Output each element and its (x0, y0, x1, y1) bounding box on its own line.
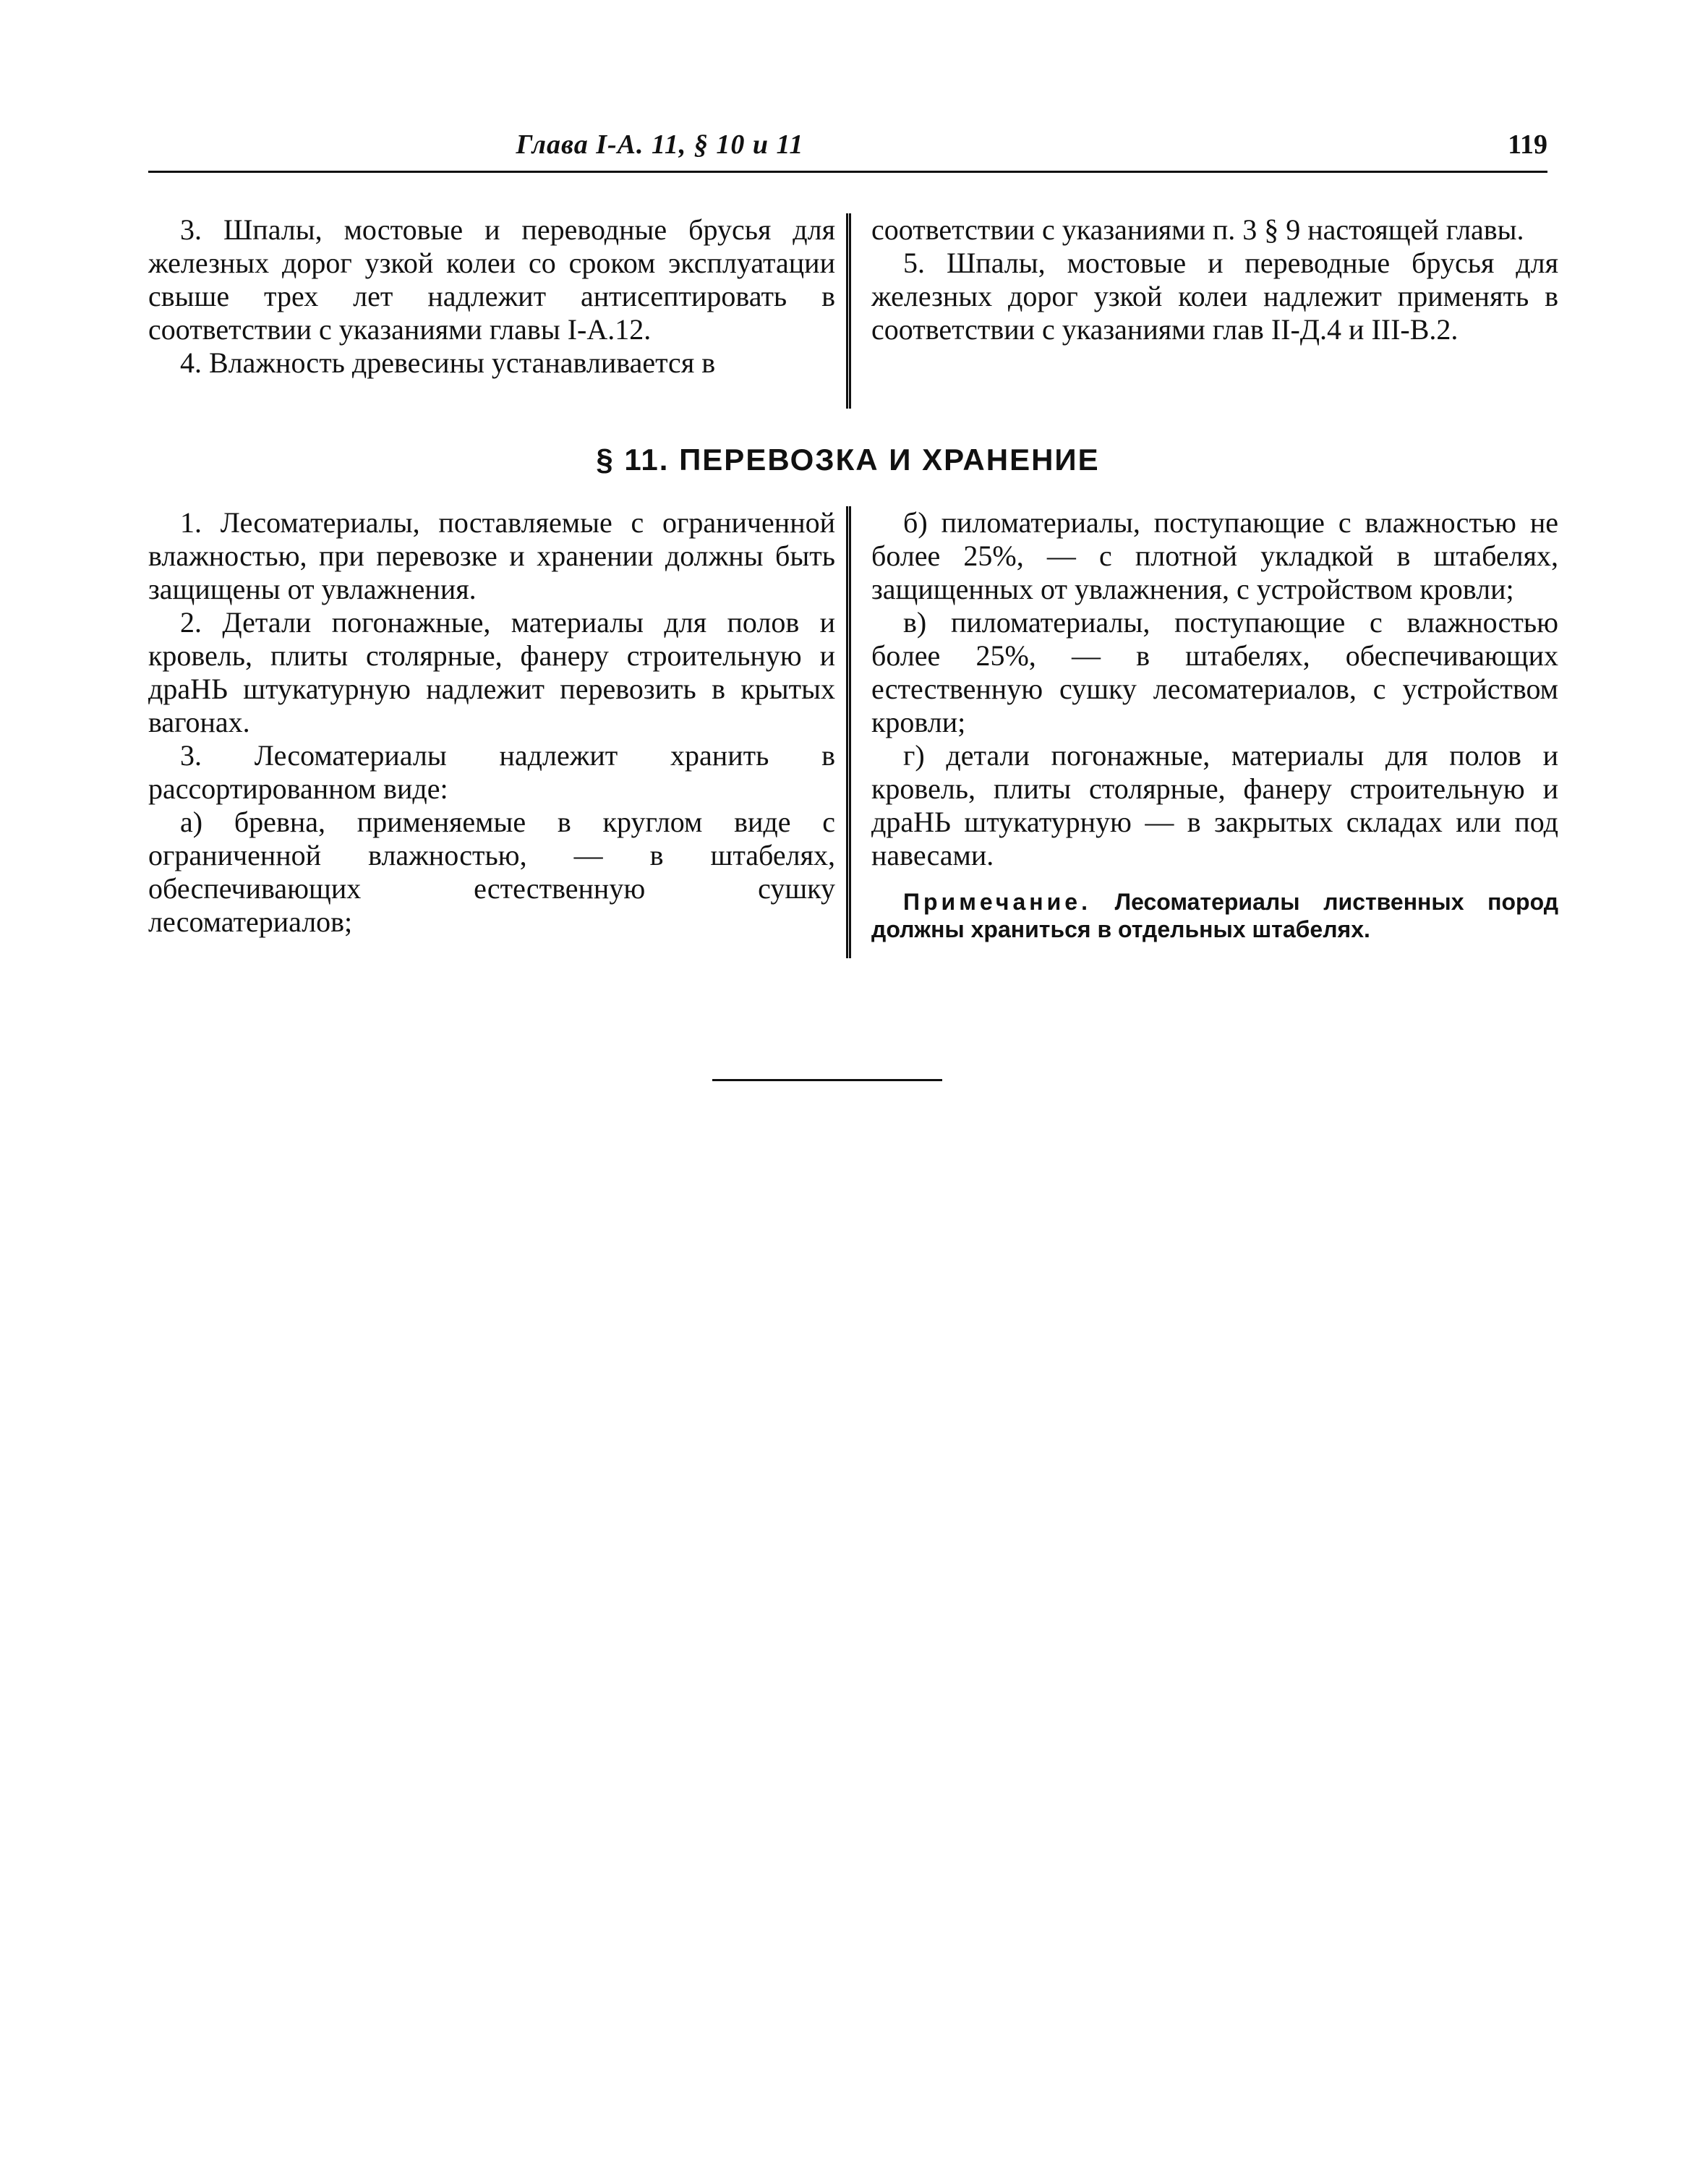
paragraph-1: 1. Лесоматериалы, поставляемые с ограниченной влажностью, при перевозке и хранении должны быть защищены от увлажнения. (148, 506, 835, 605)
section-11-body (148, 506, 1559, 969)
header-rule (148, 171, 1547, 173)
note-text: Лесоматериалы лиственных пород должны храниться в отдельных штабелях. (871, 889, 1559, 942)
paragraph-3: 3. Лесоматериалы надлежит хранить в рассортированном виде: (148, 739, 835, 805)
running-head (148, 124, 1547, 168)
list-item-a: а) бревна, применяемые в круглом виде с ограниченной влажностью, — в штабелях, обеспечивающих естественную сушку лесоматериалов; (148, 806, 835, 938)
list-item-b: б) пиломатериалы, поступающие с влажностью не более 25%, — с плотной укладкой в штабелях, защищенных от увлажнения, с устройством кровли; (871, 506, 1558, 605)
page-number: 119 (1508, 129, 1547, 160)
paragraph-5: 5. Шпалы, мостовые и переводные брусья для железных дорог узкой колеи надлежит применять в соответствии с указаниями глав II-Д.4 и III-В.2. (871, 247, 1558, 346)
paragraph-4-continued: соответствии с указаниями п. 3 § 9 настоящей главы. (871, 213, 1524, 246)
left-column (148, 506, 835, 939)
section-heading: § 11. ПЕРЕВОЗКА И ХРАНЕНИЕ (596, 443, 1100, 477)
list-item-v: в) пиломатериалы, поступающие с влажностью более 25%, — в штабелях, обеспечивающих естественную сушку лесоматериалов, с устройством кровли; (871, 606, 1558, 738)
note-label: Примечание. (903, 889, 1091, 915)
right-column (871, 213, 1558, 346)
chapter-header: Глава I-А. 11, § 10 и 11 (516, 129, 804, 160)
list-item-g: г) детали погонажные, материалы для полов и кровель, плиты столярные, фанеру строительную и драНЬ штукатурную — в закрытых складах или под навесами. (871, 739, 1558, 871)
end-rule (712, 1079, 942, 1081)
column-divider (846, 213, 851, 409)
right-column (871, 506, 1558, 943)
paragraph-4: 4. Влажность древесины устанавливается в (180, 346, 716, 379)
paragraph-2: 2. Детали погонажные, материалы для полов и кровель, плиты столярные, фанеру строительную и драНЬ штукатурную надлежит перевозить в крытых вагонах. (148, 606, 835, 738)
left-column (148, 213, 835, 380)
section-10-continuation (148, 213, 1558, 409)
column-divider (846, 506, 851, 958)
note (871, 888, 1558, 943)
paragraph-3: 3. Шпалы, мостовые и переводные брусья для железных дорог узкой колеи со сроком эксплуатации свыше трех лет надлежит антисептировать в соответствии с указаниями главы I-А.12. (148, 213, 835, 346)
